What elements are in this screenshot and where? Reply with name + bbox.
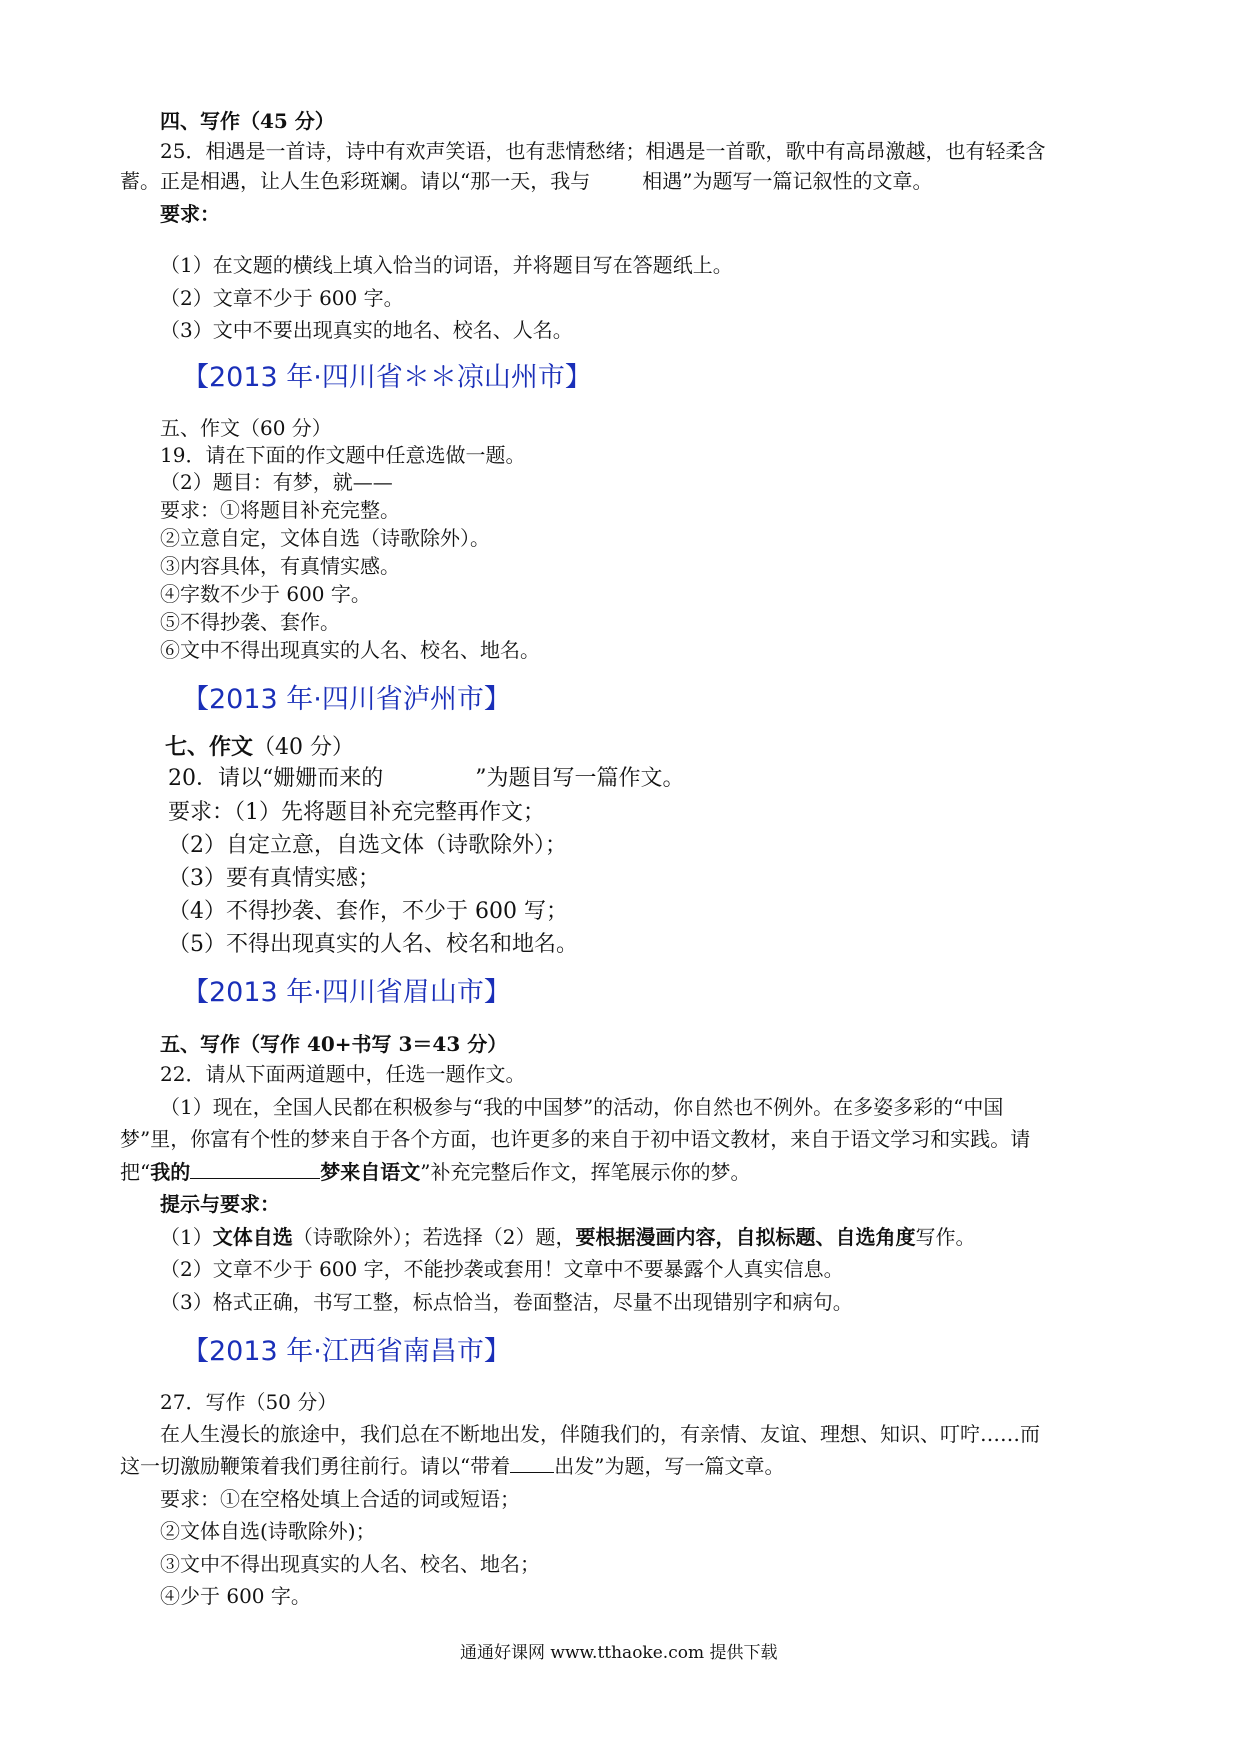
q22-line3-part2: ”补充完整后作文，挥笔展示你的梦。 xyxy=(420,1160,751,1184)
requirement-1: （1）在文题的横线上填入恰当的词语，并将题目写在答题纸上。 xyxy=(160,253,733,277)
q20-part2: ”为题目写一篇作文。 xyxy=(475,766,685,791)
q27-req-3: ③文中不得出现真实的人名、校名、地名； xyxy=(160,1552,540,1576)
section-title-writing-45: 四、写作（45 分） xyxy=(160,109,335,133)
q27-line2-part2: 出发”为题，写一篇文章。 xyxy=(554,1454,785,1478)
hint-1-part3: 写作。 xyxy=(915,1225,976,1249)
q19-req-4: ④字数不少于 600 字。 xyxy=(160,582,371,606)
q25-line2 xyxy=(120,168,932,194)
heading-luzhou: 【2013 年·四川省泸州市】 xyxy=(182,684,511,715)
q19-req-3: ③内容具体，有真情实感。 xyxy=(160,554,400,578)
q27-para-line1: 在人生漫长的旅途中，我们总在不断地出发，伴随我们的，有亲情、友谊、理想、知识、叮咛……而 xyxy=(160,1422,1040,1446)
q19-req-1: 要求：①将题目补充完整。 xyxy=(160,498,400,522)
section-title-writing-43: 五、写作（写作 40+书写 3＝43 分） xyxy=(160,1032,508,1056)
q20-req-4: （4）不得抄袭、套作，不少于 600 写； xyxy=(168,899,568,924)
q19-req-2: ②立意自定，文体自选（诗歌除外）。 xyxy=(160,526,490,550)
section-title-composition-40 xyxy=(165,732,354,763)
q27-req-4: ④少于 600 字。 xyxy=(160,1584,311,1608)
section-title-composition-40-score: （40 分） xyxy=(253,735,355,760)
q20-req-3: （3）要有真情实感； xyxy=(168,866,380,891)
requirement-2: （2）文章不少于 600 字。 xyxy=(160,286,404,310)
q27-req-1: 要求：①在空格处填上合适的词或短语； xyxy=(160,1487,520,1511)
q22-prompt-line2: 梦”里，你富有个性的梦来自于各个方面，也许更多的来自于初中语文教材，来自于语文学习和实践。请 xyxy=(120,1127,1031,1151)
q22-blank xyxy=(190,1160,320,1179)
heading-nanchang: 【2013 年·江西省南昌市】 xyxy=(182,1336,511,1367)
hint-2: （2）文章不少于 600 字，不能抄袭或套用！文章中不要暴露个人真实信息。 xyxy=(160,1257,844,1281)
q27-title: 27．写作（50 分） xyxy=(160,1390,338,1414)
q22-line3-part1: 把“ xyxy=(120,1160,151,1184)
q27-line2-part1: 这一切激励鞭策着我们勇往前行。请以“带着 xyxy=(120,1454,511,1478)
section-title-composition-60: 五、作文（60 分） xyxy=(160,416,332,440)
q22: 22．请从下面两道题中，任选一题作文。 xyxy=(160,1062,526,1086)
q19-req-6: ⑥文中不得出现真实的人名、校名、地名。 xyxy=(160,638,540,662)
requirement-3: （3）文中不要出现真实的地名、校名、人名。 xyxy=(160,318,573,342)
hint-1 xyxy=(160,1224,975,1250)
q20-part1: 20．请以“姗姗而来的 xyxy=(168,766,384,791)
q25-line1: 25．相遇是一首诗，诗中有欢声笑语，也有悲情愁绪；相遇是一首歌，歌中有高昂激越，也有轻柔含 xyxy=(160,139,1046,163)
page-footer: 通通好课网 www.tthaoke.com 提供下载 xyxy=(460,1643,778,1663)
hint-1-part2: （诗歌除外）；若选择（2）题， xyxy=(292,1225,576,1249)
hint-1-bold1: 文体自选 xyxy=(212,1225,293,1249)
q22-line3-bold1: 我的 xyxy=(150,1160,191,1184)
q20-req-2: （2）自定立意，自选文体（诗歌除外）； xyxy=(168,833,567,858)
requirements-label: 要求： xyxy=(160,202,220,226)
heading-meishan: 【2013 年·四川省眉山市】 xyxy=(182,977,511,1008)
q25-line2-part1: 蓄。正是相遇，让人生色彩斑斓。请以“那一天，我与 xyxy=(120,169,591,193)
q22-prompt-line1: （1）现在，全国人民都在积极参与“我的中国梦”的活动，你自然也不例外。在多姿多彩的“中国 xyxy=(160,1095,1004,1119)
q19: 19．请在下面的作文题中任意选做一题。 xyxy=(160,443,526,467)
q27-blank xyxy=(510,1454,554,1473)
section-title-composition-40-bold: 七、作文 xyxy=(165,734,254,760)
q19-topic: （2）题目：有梦，就—— xyxy=(160,470,393,494)
q27-req-2: ②文体自选(诗歌除外)； xyxy=(160,1519,376,1543)
hint-1-part1: （1） xyxy=(160,1225,213,1249)
hint-3: （3）格式正确，书写工整，标点恰当，卷面整洁，尽量不出现错别字和病句。 xyxy=(160,1290,853,1314)
q25-line2-part2: 相遇”为题写一篇记叙性的文章。 xyxy=(642,169,933,193)
hint-1-bold2: 要根据漫画内容，自拟标题、自选角度 xyxy=(575,1225,916,1249)
heading-liangshan: 【2013 年·四川省＊＊凉山州市】 xyxy=(182,362,592,393)
q22-line3-bold2: 梦来自语文 xyxy=(320,1160,421,1184)
q22-prompt-line3 xyxy=(120,1159,750,1185)
q27-para-line2 xyxy=(120,1453,784,1479)
q20 xyxy=(168,764,685,794)
q20-req-1: 要求：（1）先将题目补充完整再作文； xyxy=(168,800,545,825)
q20-req-5: （5）不得出现真实的人名、校名和地名。 xyxy=(168,932,578,957)
q19-req-5: ⑤不得抄袭、套作。 xyxy=(160,610,340,634)
hint-label: 提示与要求： xyxy=(160,1192,280,1216)
